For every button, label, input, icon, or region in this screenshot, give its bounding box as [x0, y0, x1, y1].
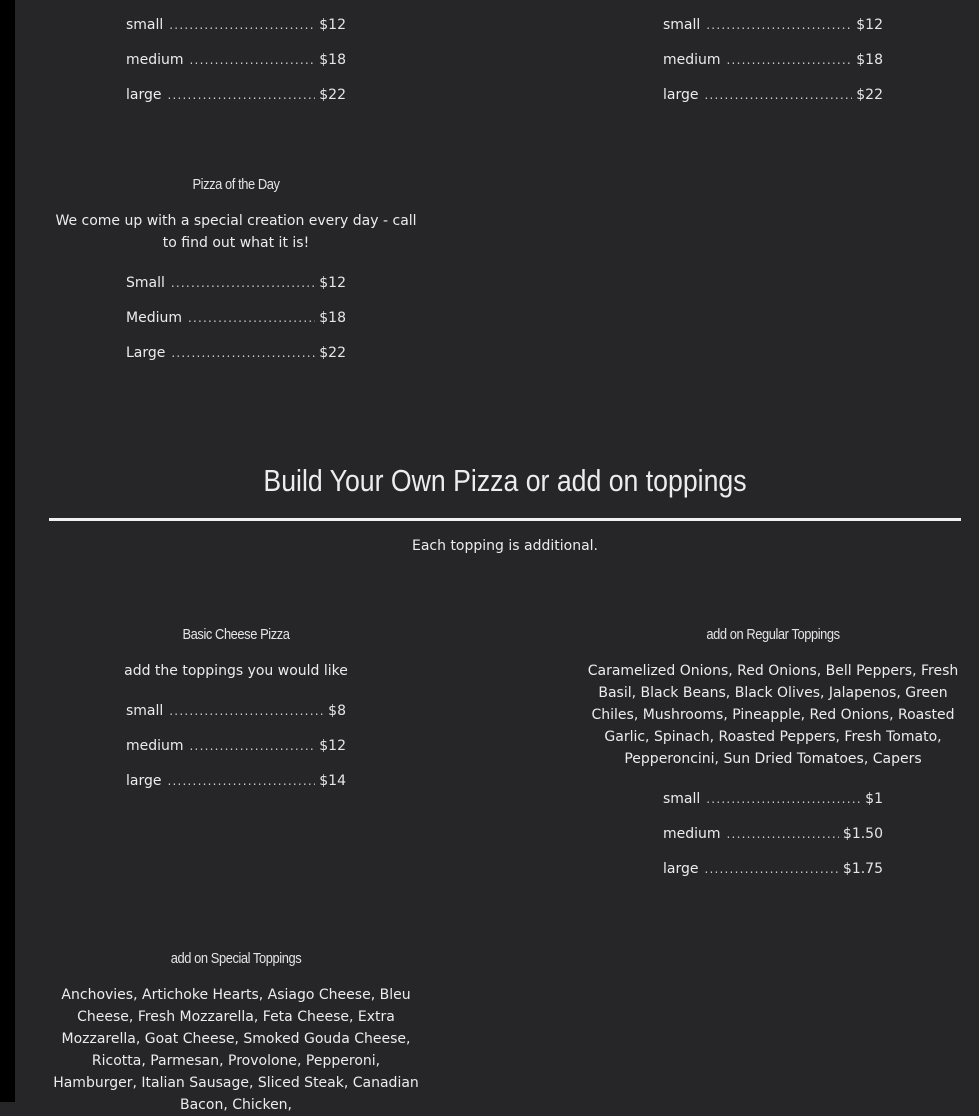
section-note: Each topping is additional. [412, 538, 598, 554]
price-row [126, 50, 346, 70]
special-toppings-title: add on Special Toppings [170, 950, 302, 967]
dot-leader [169, 15, 315, 35]
price-size: small [663, 791, 701, 807]
section-divider [49, 518, 961, 521]
price-size: Small [126, 275, 165, 291]
price-size: medium [126, 738, 184, 754]
dot-leader [727, 824, 839, 844]
dot-leader [704, 859, 838, 879]
price-size: large [663, 861, 699, 877]
price-value: $12 [319, 738, 346, 754]
price-size: small [126, 17, 164, 33]
price-size: medium [126, 52, 184, 68]
price-size: large [126, 773, 162, 789]
dot-leader [169, 701, 324, 721]
price-size: large [126, 87, 162, 103]
price-row [126, 343, 346, 363]
dot-leader [171, 273, 315, 293]
section-heading: Build Your Own Pizza or add on toppings [263, 463, 747, 498]
price-value: $22 [319, 87, 346, 103]
basic-cheese-description: add the toppings you would like [124, 663, 348, 679]
price-row [126, 736, 346, 756]
special-toppings-description: Anchovies, Artichoke Hearts, Asiago Cheese, Bleu Cheese, Fresh Mozzarella, Feta Cheese, Extra Mozzarella, Goat Cheese, Smoked Gouda Cheese, Ricotta, Parmesan, Provolone, Pepperoni, Hamburger, Italian Sausage, Sliced Steak, Canadian Bacon, Chicken, [53, 987, 419, 1113]
price-row [663, 824, 883, 844]
price-value: $14 [319, 773, 346, 789]
dot-leader [727, 50, 853, 70]
price-value: $18 [319, 52, 346, 68]
price-value: $18 [856, 52, 883, 68]
dot-leader [188, 308, 315, 328]
price-row [663, 789, 883, 809]
price-row [126, 308, 346, 328]
regular-toppings-title: add on Regular Toppings [706, 626, 840, 643]
regular-toppings-description: Caramelized Onions, Red Onions, Bell Peppers, Fresh Basil, Black Beans, Black Olives, Jalapenos, Green Chiles, Mushrooms, Pineapple, Red Onions, Roasted Garlic, Spinach, Roasted Peppers, Fresh Tomato, Pepperoncini, Sun Dried Tomatoes, Capers [587, 663, 959, 767]
price-row [126, 771, 346, 791]
price-row [126, 85, 346, 105]
price-value: $1.50 [842, 826, 883, 842]
dot-leader [190, 736, 316, 756]
price-size: small [126, 703, 164, 719]
price-size: large [663, 87, 699, 103]
dot-leader [167, 771, 315, 791]
price-row [663, 15, 883, 35]
dot-leader [704, 85, 852, 105]
price-row [126, 15, 346, 35]
price-value: $8 [328, 703, 346, 719]
price-size: medium [663, 52, 721, 68]
price-size: Medium [126, 310, 182, 326]
price-row [663, 85, 883, 105]
price-size: small [663, 17, 701, 33]
price-value: $12 [319, 17, 346, 33]
price-value: $12 [856, 17, 883, 33]
price-value: $18 [319, 310, 346, 326]
basic-cheese-title: Basic Cheese Pizza [182, 626, 290, 643]
pizza-of-day-description: We come up with a special creation every day - call to find out what it is! [55, 213, 417, 251]
price-value: $1 [865, 791, 883, 807]
dot-leader [190, 50, 316, 70]
dot-leader [706, 789, 861, 809]
dot-leader [167, 85, 315, 105]
price-size: medium [663, 826, 721, 842]
price-value: $22 [856, 87, 883, 103]
left-edge-strip [0, 0, 15, 1102]
price-size: Large [126, 345, 166, 361]
price-value: $22 [319, 345, 346, 361]
pizza-of-day-title: Pizza of the Day [192, 176, 280, 193]
price-row [663, 50, 883, 70]
price-row [663, 859, 883, 879]
dot-leader [171, 343, 315, 363]
dot-leader [706, 15, 852, 35]
price-row [126, 701, 346, 721]
price-value: $1.75 [842, 861, 883, 877]
price-value: $12 [319, 275, 346, 291]
price-row [126, 273, 346, 293]
